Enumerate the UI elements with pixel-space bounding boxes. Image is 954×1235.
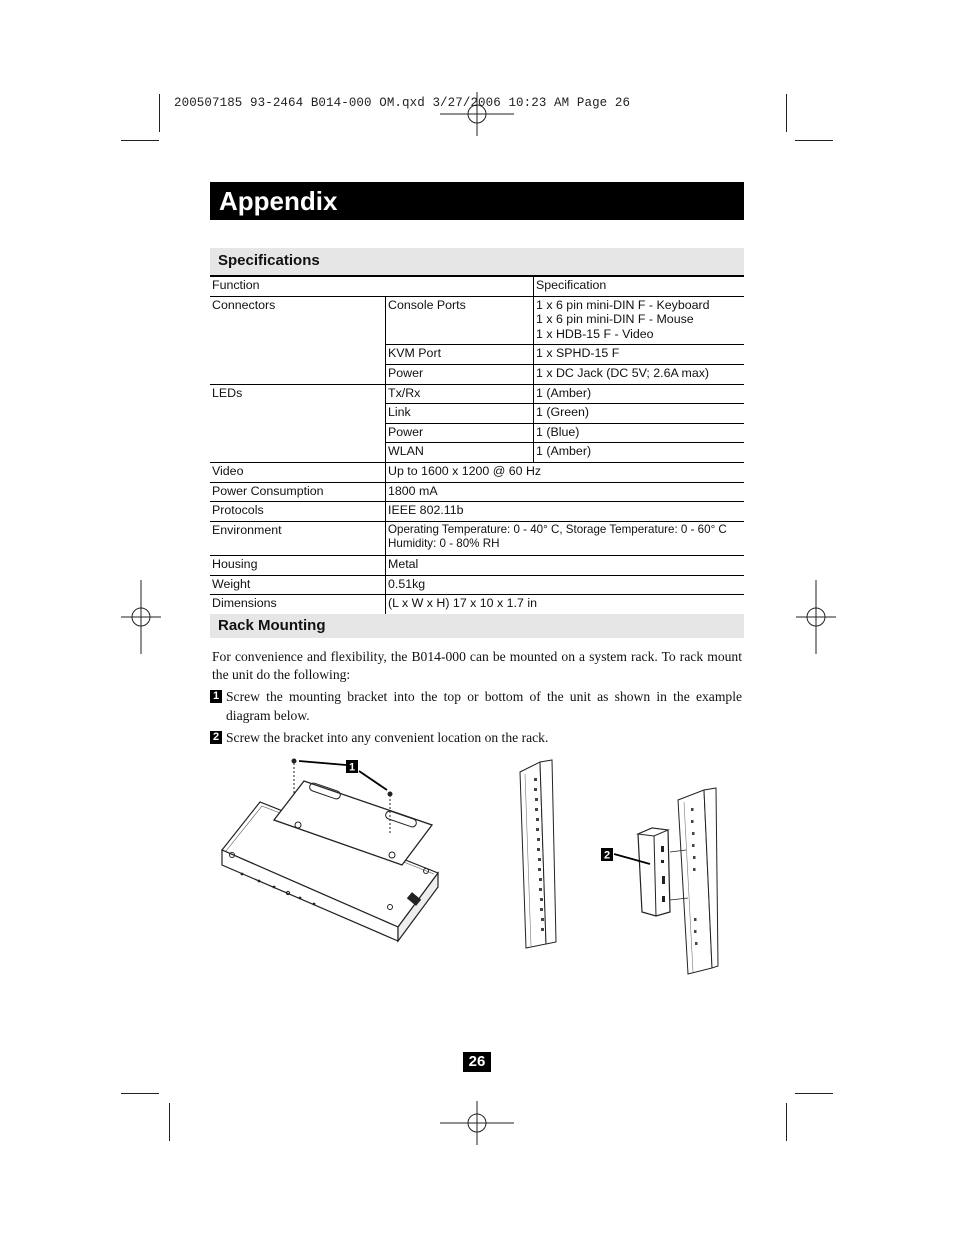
function-cell: Power Consumption [210, 482, 386, 502]
crop-mark-tl-h [121, 140, 159, 141]
sub-function-cell: Console Ports [386, 296, 534, 345]
bracket-mounting-diagram [212, 755, 452, 945]
print-slug: 200507185 93-2464 B014-000 OM.qxd 3/27/2006 10:23 AM Page 26 [174, 96, 631, 110]
table-row [210, 502, 744, 522]
table-row [210, 462, 744, 482]
specifications-heading-bar [210, 248, 744, 275]
registration-mark-right [796, 580, 836, 654]
step-2 [210, 729, 742, 748]
function-cell: Environment [210, 521, 386, 555]
table-row [210, 555, 744, 575]
spec-cell: 1 (Blue) [534, 423, 745, 443]
spec-cell: Up to 1600 x 1200 @ 60 Hz [386, 462, 745, 482]
col-header-specification: Specification [534, 277, 745, 296]
crop-mark-br-h [795, 1093, 833, 1094]
spec-cell: IEEE 802.11b [386, 502, 745, 522]
sub-function-cell: Power [386, 423, 534, 443]
spec-cell: 1 (Amber) [534, 443, 745, 463]
crop-mark-br-v [786, 1103, 787, 1141]
step-number: 1 [210, 690, 222, 703]
page-title: Appendix [219, 186, 338, 216]
function-cell: Protocols [210, 502, 386, 522]
crop-mark-tr-v [786, 94, 787, 132]
unit-on-rack-diagram [598, 788, 728, 978]
spec-cell: 1 x DC Jack (DC 5V; 2.6A max) [534, 364, 745, 384]
spec-cell [534, 296, 745, 345]
crop-mark-bl-h [121, 1093, 159, 1094]
spec-cell: 1 (Green) [534, 404, 745, 424]
step-number: 2 [210, 731, 222, 744]
rack-rail-diagram [512, 758, 562, 950]
sub-function-cell: Power [386, 364, 534, 384]
registration-mark-left [121, 580, 161, 654]
crop-mark-tl-v [159, 94, 160, 132]
spec-cell: 1 (Amber) [534, 384, 745, 404]
page-title-bar [210, 182, 744, 220]
sub-function-cell: Tx/Rx [386, 384, 534, 404]
crop-mark-tr-h [795, 140, 833, 141]
registration-mark-bottom [440, 1101, 514, 1145]
function-cell: Dimensions [210, 595, 386, 615]
rack-mounting-heading-bar [210, 614, 744, 638]
table-row [210, 482, 744, 502]
sub-function-cell: WLAN [386, 443, 534, 463]
spec-cell: 1 x SPHD-15 F [534, 345, 745, 365]
rack-mounting-intro: For convenience and flexibility, the B014-000 can be mounted on a system rack. To rack mount the unit do the following: [212, 649, 742, 682]
function-cell: Connectors [210, 296, 386, 384]
spec-line: 1 x 6 pin mini-DIN F - Keyboard [536, 297, 710, 312]
sub-function-cell: KVM Port [386, 345, 534, 365]
sub-function-cell: Link [386, 404, 534, 424]
table-row [210, 384, 744, 404]
callout-2-label: 2 [603, 849, 611, 862]
specifications-heading: Specifications [218, 252, 320, 269]
table-header-row [210, 277, 744, 296]
rack-mounting-heading: Rack Mounting [218, 617, 326, 634]
spec-cell: 0.51kg [386, 575, 745, 595]
spec-cell [386, 521, 745, 555]
page-number: 26 [463, 1052, 491, 1072]
crop-mark-bl-v [169, 1103, 170, 1141]
spec-line: Humidity: 0 - 80% RH [388, 537, 500, 551]
step-1 [210, 688, 742, 725]
spec-line: Operating Temperature: 0 - 40° C, Storage Temperature: 0 - 60° C [388, 522, 727, 536]
spec-line: 1 x 6 pin mini-DIN F - Mouse [536, 312, 694, 327]
function-cell: LEDs [210, 384, 386, 462]
function-cell: Housing [210, 555, 386, 575]
function-cell: Weight [210, 575, 386, 595]
table-row [210, 595, 744, 615]
table-row [210, 575, 744, 595]
table-row [210, 521, 744, 555]
step-text: Screw the bracket into any convenient location on the rack. [226, 730, 549, 745]
callout-1-label: 1 [348, 761, 356, 774]
spec-cell: Metal [386, 555, 745, 575]
step-text: Screw the mounting bracket into the top or bottom of the unit as shown in the example diagram below. [226, 689, 742, 723]
col-header-function: Function [210, 277, 534, 296]
spec-line: 1 x HDB-15 F - Video [536, 326, 654, 341]
function-cell: Video [210, 462, 386, 482]
specifications-table [210, 277, 744, 615]
table-row [210, 296, 744, 345]
spec-cell: (L x W x H) 17 x 10 x 1.7 in [386, 595, 745, 615]
spec-cell: 1800 mA [386, 482, 745, 502]
